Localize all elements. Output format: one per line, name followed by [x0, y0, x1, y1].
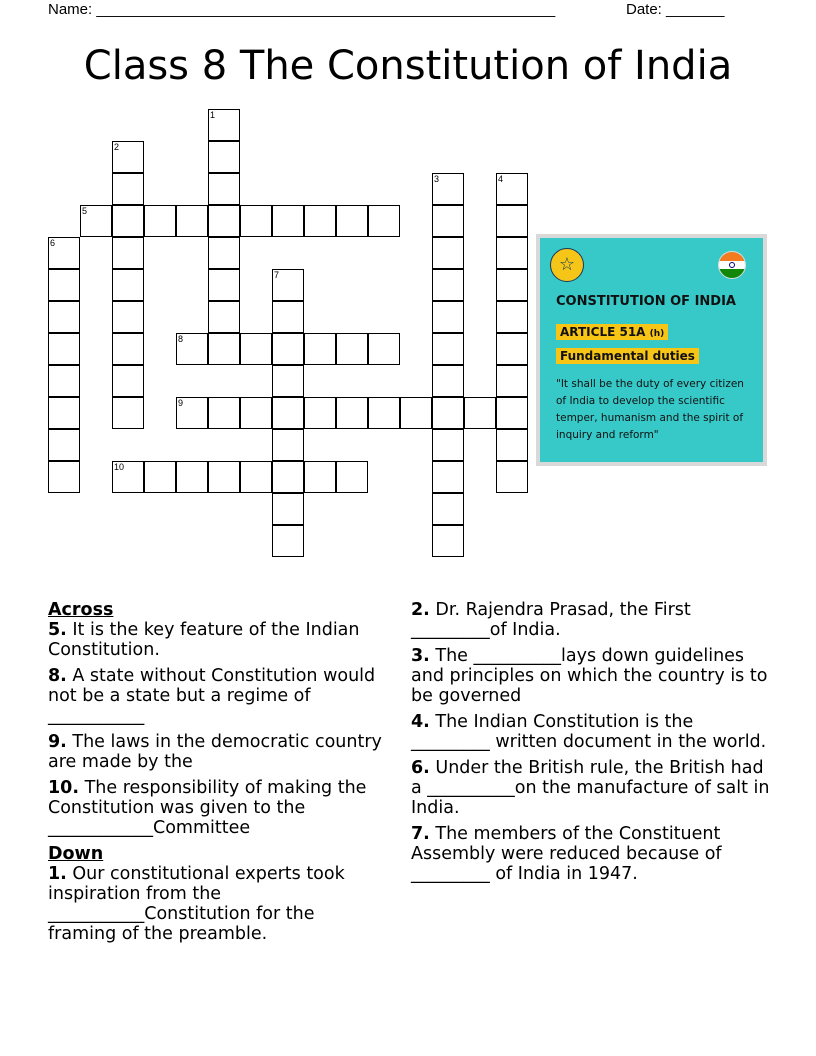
crossword-cell[interactable] — [112, 173, 144, 205]
clue-number: 1. — [48, 864, 67, 884]
crossword-cell[interactable] — [48, 237, 80, 269]
crossword-cell[interactable] — [336, 461, 368, 493]
india-flag-icon — [718, 251, 746, 279]
clue-item — [411, 824, 771, 884]
crossword-cell[interactable] — [496, 173, 528, 205]
date-field-label: Date: _______ — [626, 1, 725, 18]
crossword-cell[interactable] — [144, 205, 176, 237]
clue-number: 5 — [82, 206, 88, 216]
page-title: Class 8 The Constitution of India — [83, 43, 733, 89]
crossword-cell[interactable] — [272, 205, 304, 237]
crossword-cell[interactable] — [496, 269, 528, 301]
clue-item — [411, 646, 771, 706]
clue-number: 9 — [178, 398, 184, 408]
clues-right-column — [411, 600, 771, 890]
crossword-cell[interactable] — [432, 269, 464, 301]
clue-text: Dr. Rajendra Prasad, the First _________of India. — [411, 600, 691, 640]
clue-text: The __________lays down guidelines and principles on which the country is to be governed — [411, 646, 768, 706]
clue-number: 10. — [48, 778, 80, 798]
crossword-cell[interactable] — [112, 141, 144, 173]
crossword-cell[interactable] — [48, 429, 80, 461]
crossword-cell[interactable] — [432, 333, 464, 365]
crossword-cell[interactable] — [336, 333, 368, 365]
crossword-cell[interactable] — [112, 333, 144, 365]
crossword-cell[interactable] — [432, 237, 464, 269]
crossword-cell[interactable] — [208, 269, 240, 301]
crossword-cell[interactable] — [272, 301, 304, 333]
crossword-cell[interactable] — [496, 365, 528, 397]
crossword-cell[interactable] — [144, 461, 176, 493]
clue-text: Under the British rule, the British had a __________on the manufacture of salt in India. — [411, 758, 770, 818]
crossword-cell[interactable] — [48, 397, 80, 429]
clues-left-column — [48, 600, 388, 950]
clue-number: 8 — [178, 334, 184, 344]
crossword-cell[interactable] — [112, 237, 144, 269]
crossword-cell[interactable] — [112, 205, 144, 237]
crossword-cell[interactable] — [176, 205, 208, 237]
crossword-cell[interactable] — [272, 461, 304, 493]
clue-text: Our constitutional experts took inspiration from the ___________Constitution for the framing of the preamble. — [48, 864, 345, 944]
crossword-cell[interactable] — [496, 205, 528, 237]
crossword-cell[interactable] — [304, 205, 336, 237]
across-clues — [48, 620, 388, 838]
crossword-cell[interactable] — [272, 525, 304, 557]
crossword-cell[interactable] — [272, 365, 304, 397]
crossword-cell[interactable] — [208, 461, 240, 493]
crossword-cell[interactable] — [432, 205, 464, 237]
crossword-cell[interactable] — [176, 397, 208, 429]
crossword-cell[interactable] — [112, 301, 144, 333]
down-clues-right — [411, 600, 771, 884]
crossword-cell[interactable] — [368, 397, 400, 429]
clue-number: 2. — [411, 600, 430, 620]
clue-number: 4. — [411, 712, 430, 732]
crossword-cell[interactable] — [272, 333, 304, 365]
crossword-cell[interactable] — [496, 397, 528, 429]
crossword-cell[interactable] — [400, 397, 432, 429]
clue-text: The responsibility of making the Constitution was given to the ____________Committee — [48, 778, 367, 838]
clue-number: 1 — [210, 110, 216, 120]
telescope-icon: ☆ — [550, 248, 584, 282]
crossword-cell[interactable] — [496, 301, 528, 333]
crossword-cell[interactable] — [208, 397, 240, 429]
clue-number: 8. — [48, 666, 67, 686]
crossword-cell[interactable] — [48, 269, 80, 301]
clue-text: The laws in the democratic country are made by the — [48, 732, 382, 772]
crossword-cell[interactable] — [336, 397, 368, 429]
crossword-cell[interactable] — [240, 205, 272, 237]
crossword-cell[interactable] — [208, 237, 240, 269]
crossword-cell[interactable] — [48, 301, 80, 333]
across-heading: Across — [48, 600, 114, 620]
crossword-cell[interactable] — [48, 365, 80, 397]
clue-item — [48, 666, 388, 726]
clue-item — [411, 758, 771, 818]
crossword-cell[interactable] — [304, 397, 336, 429]
down-heading: Down — [48, 844, 104, 864]
clue-number: 6. — [411, 758, 430, 778]
crossword-cell[interactable] — [208, 301, 240, 333]
clue-text: A state without Constitution would not be a state but a regime of ___________ — [48, 666, 376, 726]
crossword-cell[interactable] — [208, 109, 240, 141]
clue-number: 6 — [50, 238, 56, 248]
clue-item — [411, 712, 771, 752]
clue-item — [48, 620, 388, 660]
crossword-cell[interactable] — [176, 333, 208, 365]
crossword-cell[interactable] — [112, 461, 144, 493]
crossword-cell[interactable] — [272, 269, 304, 301]
crossword-cell[interactable] — [464, 397, 496, 429]
clue-number: 4 — [498, 174, 504, 184]
crossword-cell[interactable] — [432, 173, 464, 205]
clue-number: 3. — [411, 646, 430, 666]
clue-number: 7. — [411, 824, 430, 844]
constitution-info-card — [536, 234, 767, 466]
crossword-cell[interactable] — [272, 493, 304, 525]
clue-number: 9. — [48, 732, 67, 752]
crossword-cell[interactable] — [240, 397, 272, 429]
crossword-cell[interactable] — [208, 173, 240, 205]
crossword-cell[interactable] — [112, 397, 144, 429]
crossword-cell[interactable] — [496, 461, 528, 493]
crossword-cell[interactable] — [304, 461, 336, 493]
article-badge: ARTICLE 51A (h) — [556, 324, 668, 340]
crossword-cell[interactable] — [48, 461, 80, 493]
clue-item — [48, 778, 388, 838]
crossword-cell[interactable] — [304, 333, 336, 365]
crossword-cell[interactable] — [208, 333, 240, 365]
crossword-cell[interactable] — [240, 461, 272, 493]
clue-item — [48, 732, 388, 772]
crossword-cell[interactable] — [496, 429, 528, 461]
crossword-cell[interactable] — [432, 493, 464, 525]
crossword-cell[interactable] — [432, 429, 464, 461]
clue-text: The members of the Constituent Assembly were reduced because of _________ of India in 1947. — [411, 824, 722, 884]
card-heading: CONSTITUTION OF INDIA — [556, 294, 736, 309]
crossword-cell[interactable] — [432, 461, 464, 493]
clue-item — [411, 600, 771, 640]
crossword-cell[interactable] — [48, 333, 80, 365]
crossword-cell[interactable] — [176, 461, 208, 493]
crossword-cell[interactable] — [496, 237, 528, 269]
clue-number: 2 — [114, 142, 120, 152]
clue-number: 7 — [274, 270, 280, 280]
clue-number: 5. — [48, 620, 67, 640]
crossword-cell[interactable] — [432, 525, 464, 557]
article-quote: "It shall be the duty of every citizen of India to develop the scientific temper, humanism and the spirit of inquiry and reform" — [556, 378, 744, 441]
crossword-cell[interactable] — [368, 205, 400, 237]
crossword-cell[interactable] — [272, 397, 304, 429]
crossword-cell[interactable] — [432, 397, 464, 429]
clue-number: 3 — [434, 174, 440, 184]
crossword-cell[interactable] — [80, 205, 112, 237]
down-clues-left — [48, 864, 388, 944]
crossword-cell[interactable] — [432, 365, 464, 397]
name-field-label: Name: _______________________________________________________ — [48, 1, 556, 18]
crossword-cell[interactable] — [336, 205, 368, 237]
crossword-cell[interactable] — [496, 333, 528, 365]
crossword-cell[interactable] — [112, 365, 144, 397]
crossword-cell[interactable] — [112, 269, 144, 301]
clue-text: The Indian Constitution is the _________ written document in the world. — [411, 712, 767, 752]
clue-item — [48, 864, 388, 944]
crossword-cell[interactable] — [368, 333, 400, 365]
fundamental-duties-badge: Fundamental duties — [556, 348, 699, 364]
crossword-cell[interactable] — [240, 333, 272, 365]
crossword-cell[interactable] — [208, 141, 240, 173]
crossword-cell[interactable] — [272, 429, 304, 461]
clue-number: 10 — [114, 462, 125, 472]
crossword-cell[interactable] — [432, 301, 464, 333]
crossword-cell[interactable] — [208, 205, 240, 237]
clue-text: It is the key feature of the Indian Constitution. — [48, 620, 360, 660]
